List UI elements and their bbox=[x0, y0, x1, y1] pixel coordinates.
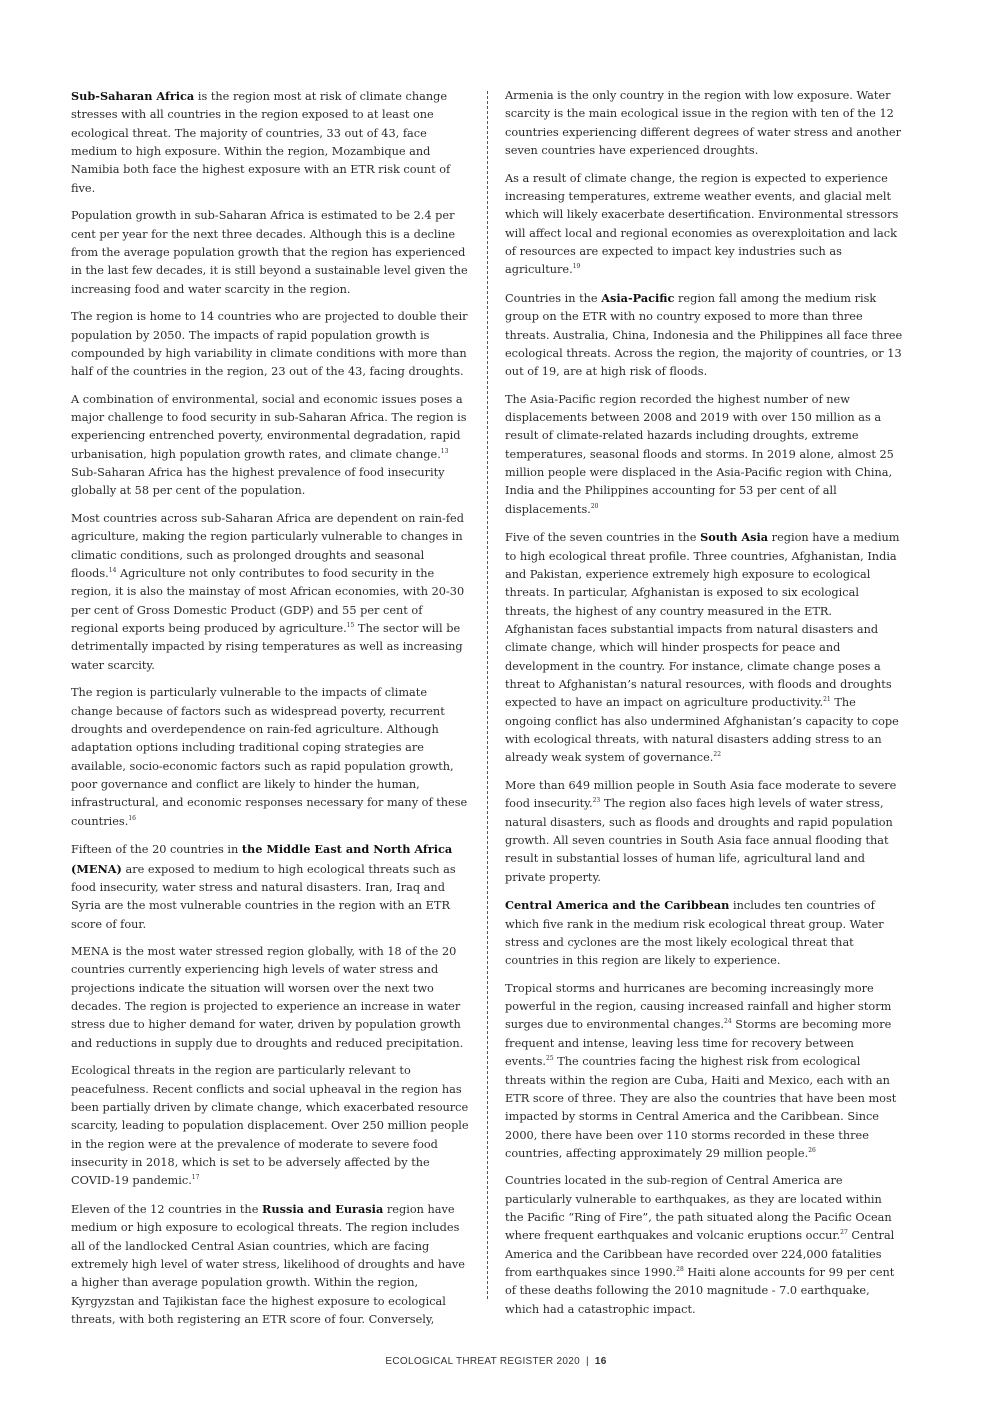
paragraph: The Asia-Pacific region recorded the highest number of new displacements between 2008 and 2019 with over 150 million as a result of climate-related hazards including droughts, extreme temperatures, seasonal floods and storms. In 2019 alone, almost 25 million people were displaced in the Asia-Pacific region with China, India and the Philippines accounting for 53 per cent of all displacements.$^{20}$ bbox=[505, 392, 894, 516]
paragraph: Eleven of the 12 countries in the Russia and Eurasia region have medium or high exposure to ecological threats. The region includes all of the landlocked Central Asian countries, which are facing extremely high level of water stress, likelihood of droughts and have a higher than average population growth. Within the region, Kyrgyzstan and Tajikistan face the highest exposure to ecological threats, with both registering an ETR score of four. Conversely, bbox=[71, 1201, 465, 1326]
paragraph: Countries located in the sub-region of Central America are particularly vulnerable to earthquakes, as they are located within the Pacific “Ring of Fire”, the path situated along the Pacific Ocean where frequent earthquakes and volcanic eruptions occur.$^{27}$ Central America and the Caribbean have recorded over 224,000 fatalities from earthquakes since 1990.28 Haiti alone accounts for 99 per cent of these deaths following the 2010 magnitude - 7.0 earthquake, which had a catastrophic impact. bbox=[505, 1174, 895, 1316]
footnote-ref: 20 bbox=[590, 503, 599, 511]
paragraph: Tropical storms and hurricanes are becoming increasingly more powerful in the region, causing increased rainfall and higher storm surges due to environmental changes.$^{24}$ Storms are becoming more frequent and intense, leaving less time for recovery between events.$^{25}$ The countries facing the highest risk from ecological threats within the region are Cuba, Haiti and Mexico, each with an ETR score of three. They are also the countries that have been most impacted by storms in Central America and the Caribbean. Since 2000, there have been over 110 storms recorded in these three countries, affecting approximately 29 million people.$^{26}$ bbox=[505, 981, 897, 1160]
footnote-ref: 19 bbox=[572, 263, 581, 271]
footnote-ref: 13 bbox=[440, 447, 449, 455]
footnote-ref: 23 bbox=[592, 797, 601, 805]
paragraph: More than 649 million people in South Asia face moderate to severe food insecurity.$^{23}$ The region also faces high levels of water stress, natural disasters, such as floods and droughts and rapid population growth. All seven countries in South Asia face annual flooding that result in substantial losses of human life, agricultural land and private property. bbox=[505, 778, 897, 884]
right-column bbox=[505, 87, 903, 1328]
footnote-ref: 22 bbox=[713, 751, 722, 759]
paragraph: Ecological threats in the region are particularly relevant to peacefulness. Recent conflicts and social upheaval in the region has been partially driven by climate change, which exacerbated resource scarcity, leading to population displacement. Over 250 million people in the region were at the prevalence of moderate to severe food insecurity in 2018, which is set to be adversely affected by the COVID-19 pandemic.$^{17}$ bbox=[71, 1064, 469, 1188]
paragraph: Fifteen of the 20 countries in the Middle East and North Africa (MENA) are exposed to medium to high ecological threats such as food insecurity, water stress and natural disasters. Iran, Iraq and Syria are the most vulnerable countries in the region with an ETR score of four. bbox=[71, 842, 456, 931]
footnote-ref: 17 bbox=[191, 1174, 200, 1182]
footer-separator: | bbox=[585, 1356, 589, 1367]
footnote-ref: 14 bbox=[108, 567, 117, 575]
paragraph: The region is home to 14 countries who are projected to double their population by 2050. The impacts of rapid population growth is compounded by high variability in climate conditions with more than half of the countries in the region, 23 out of the 43, facing droughts. bbox=[71, 310, 468, 379]
footnote-ref: 21 bbox=[823, 696, 831, 704]
paragraph: Sub-Saharan Africa is the region most at risk of climate change stresses with all countries in the region exposed to at least one ecological threat. The majority of countries, 33 out of 43, face medium to high exposure. Within the region, Mozambique and Namibia both face the highest exposure with an ETR risk count of five. bbox=[71, 89, 451, 195]
paragraph: As a result of climate change, the region is expected to experience increasing temperatures, extreme weather events, and glacial melt which will likely exacerbate desertification. Environmental stressors will affect local and regional economies as overexploitation and lack of resources are expected to impact key industries such as agriculture.$^{19}$ bbox=[505, 171, 899, 277]
paragraph: A combination of environmental, social and economic issues poses a major challenge to food security in sub-Saharan Africa. The region is experiencing entrenched poverty, environmental degradation, rapid urbanisation, high population growth rates, and climate change.$^{13}$ Sub-Saharan Africa has the highest prevalence of food insecurity globally at 58 per cent of the population. bbox=[71, 392, 467, 498]
column-divider bbox=[487, 91, 488, 1299]
footnote-ref: 25 bbox=[545, 1055, 554, 1063]
footnote-ref: 15 bbox=[346, 622, 355, 630]
footnote-ref: 27 bbox=[840, 1229, 848, 1237]
page-footer bbox=[0, 1356, 992, 1367]
footnote-ref: 16 bbox=[128, 814, 136, 822]
footnote-ref: 28 bbox=[676, 1266, 684, 1274]
paragraph: Population growth in sub-Saharan Africa is estimated to be 2.4 per cent per year for the next three decades. Although this is a decline from the average population growth that the region has experienced in the last few decades, it is still beyond a sustainable level given the increasing food and water scarcity in the region. bbox=[71, 209, 468, 296]
paragraph: Most countries across sub-Saharan Africa are dependent on rain-fed agriculture, making the region particularly vulnerable to changes in climatic conditions, such as prolonged droughts and seasonal floods.$^{14}$ Agriculture not only contributes to food security in the region, it is also the mainstay of most African economies, with 20-30 per cent of Gross Domestic Product (GDP) and 55 per cent of regional exports being produced by agriculture.$^{15}$ The sector will be detrimentally impacted by rising temperatures as well as increasing water scarcity. bbox=[71, 511, 465, 672]
paragraph: Central America and the Caribbean includes ten countries of which five rank in the medium risk ecological threat group. Water stress and cyclones are the most likely ecological threat that countries in this region are likely to experience. bbox=[505, 898, 884, 968]
paragraph: The region is particularly vulnerable to the impacts of climate change because of factors such as widespread poverty, recurrent droughts and overdependence on rain-fed agriculture. Although adaptation options including traditional coping strategies are available, socio-economic factors such as rapid population growth, poor governance and conflict are likely to hinder the human, infrastructural, and economic responses necessary for many of these countries.$^{16}$ bbox=[71, 686, 468, 828]
left-column bbox=[71, 87, 469, 1339]
footnote-ref: 26 bbox=[808, 1147, 816, 1155]
page-number: 16 bbox=[594, 1356, 607, 1367]
paragraph: MENA is the most water stressed region globally, with 18 of the 20 countries currently experiencing high levels of water stress and projections indicate the situation will worsen over the next two decades. The region is projected to experience an increase in water stress due to higher demand for water, driven by population growth and reductions in supply due to droughts and reduced precipitation. bbox=[71, 945, 464, 1050]
paragraph: Five of the seven countries in the South Asia region have a medium to high ecological threat profile. Three countries, Afghanistan, India and Pakistan, experience extremely high exposure to ecological threats. In particular, Afghanistan is exposed to six ecological threats, the highest of any country measured in the ETR. Afghanistan faces substantial impacts from natural disasters and climate change, which will hinder prospects for peace and development in the country. For instance, climate change poses a threat to Afghanistan’s natural resources, with floods and droughts expected to have an impact on agriculture productivity.$^{21}$ The ongoing conflict has also undermined Afghanistan’s capacity to cope with ecological threats, with natural disasters adding stress to an already weak system of governance.$^{22}$ bbox=[505, 530, 900, 765]
report-title: ECOLOGICAL THREAT REGISTER 2020 bbox=[385, 1356, 580, 1367]
footnote-ref: 24 bbox=[724, 1018, 732, 1026]
paragraph: Countries in the Asia-Pacific region fall among the medium risk group on the ETR with no country exposed to more than three threats. Australia, China, Indonesia and the Philippines all face three ecological threats. Across the region, the majority of countries, or 13 out of 19, are at high risk of floods. bbox=[505, 290, 903, 379]
paragraph: Armenia is the only country in the region with low exposure. Water scarcity is the main ecological issue in the region with ten of the 12 countries experiencing different degrees of water stress and another seven countries have experienced droughts. bbox=[505, 89, 901, 158]
